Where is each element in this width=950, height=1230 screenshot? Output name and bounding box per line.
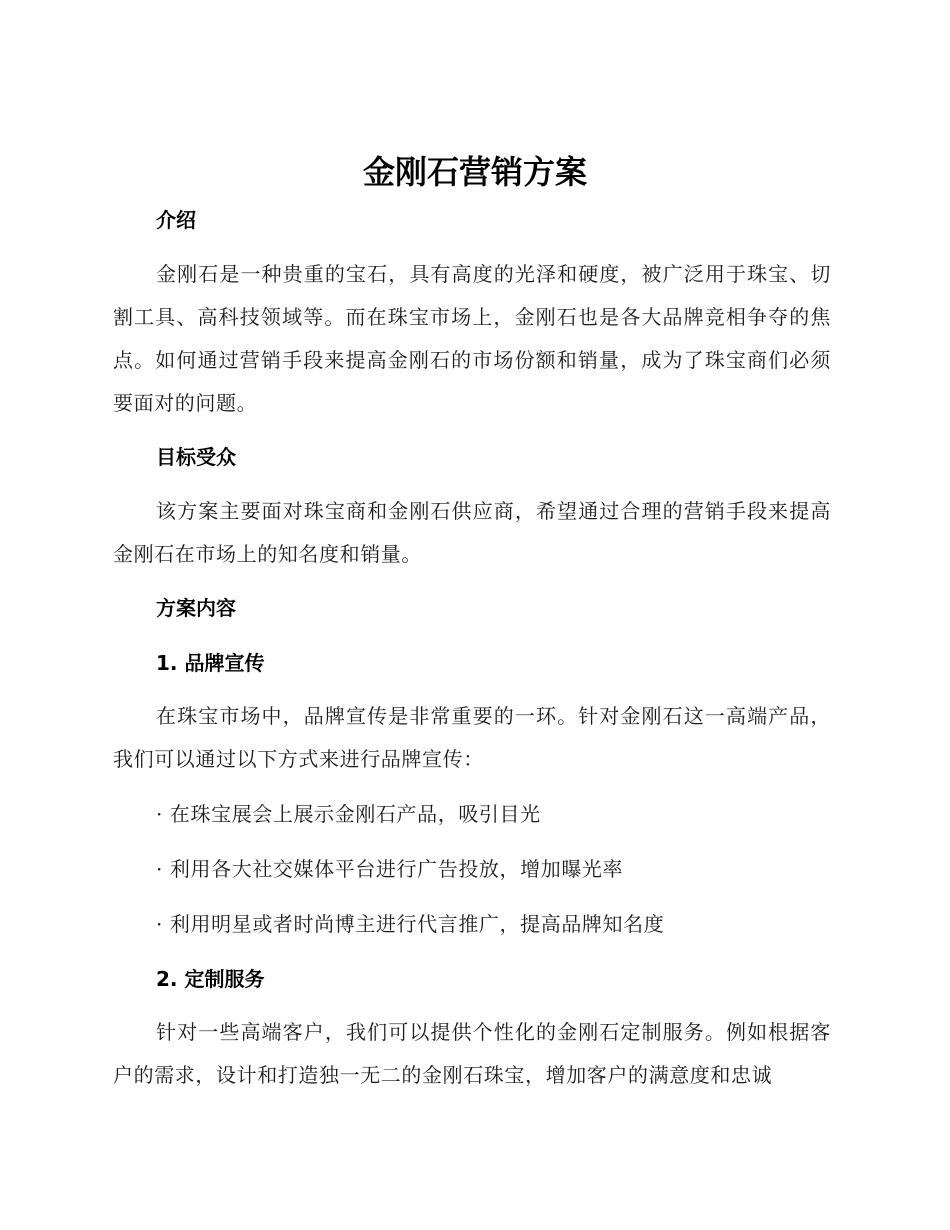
heading-audience: 目标受众: [156, 445, 236, 469]
heading-intro: 介绍: [156, 208, 196, 232]
heading-branding: 1. 品牌宣传: [156, 651, 265, 675]
heading-content: 方案内容: [156, 596, 236, 620]
document-title: 金刚石营销方案: [362, 153, 587, 191]
paragraph-intro: 金刚石是一种贵重的宝石，具有高度的光泽和硬度，被广泛用于珠宝、切割工具、高科技领域等。而在珠宝市场上，金刚石也是各大品牌竞相争夺的焦点。如何通过营销手段来提高金刚石的市场份额和销量，成为了珠宝商们必须要面对的问题。: [113, 262, 831, 415]
paragraph-branding: 在珠宝市场中，品牌宣传是非常重要的一环。针对金刚石这一高端产品，我们可以通过以下方式来进行品牌宣传：: [113, 704, 831, 771]
list-item: · 利用各大社交媒体平台进行广告投放，增加曝光率: [156, 857, 624, 881]
paragraph-custom: 针对一些高端客户，我们可以提供个性化的金刚石定制服务。例如根据客户的需求，设计和打造独一无二的金刚石珠宝，增加客户的满意度和忠诚: [113, 1020, 831, 1087]
heading-custom: 2. 定制服务: [156, 967, 265, 991]
list-item: · 利用明星或者时尚博主进行代言推广，提高品牌知名度: [156, 912, 665, 936]
paragraph-audience: 该方案主要面对珠宝商和金刚石供应商，希望通过合理的营销手段来提高金刚石在市场上的知名度和销量。: [113, 499, 831, 566]
list-item: · 在珠宝展会上展示金刚石产品，吸引目光: [156, 802, 541, 826]
